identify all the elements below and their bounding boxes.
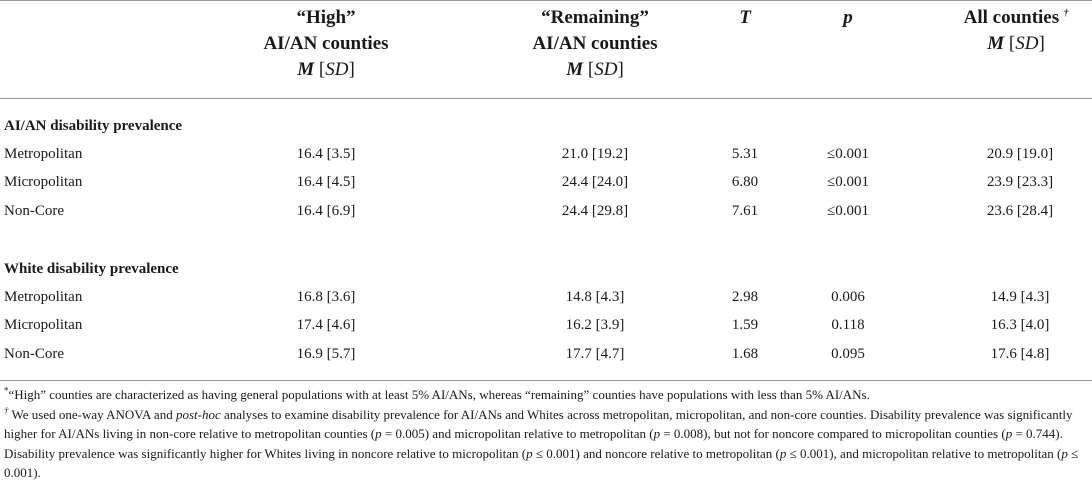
cell-p: 0.006 [831, 289, 865, 305]
cell-high: 16.4 [4.5] [296, 174, 356, 190]
header-all-msd: M [SD] [987, 33, 1045, 54]
footnote-high-definition: *“High” counties are characterized as having general populations with at least 5% AI/ANs, whereas “remaining” counties have populations with less than 5% AI/ANs. [4, 385, 870, 402]
header-rule [0, 98, 1092, 99]
table-row [0, 289, 1092, 311]
cell-high: 17.4 [4.6] [296, 317, 356, 333]
footnotes [4, 385, 1088, 483]
header-remaining-counties [495, 5, 695, 83]
cell-all: 14.9 [4.3] [990, 289, 1050, 305]
header-high-msd: M [SD] [297, 59, 355, 80]
cell-all: 20.9 [19.0] [986, 146, 1054, 162]
cell-high: 16.9 [5.7] [296, 346, 356, 362]
row-label: Non-Core [4, 346, 64, 362]
table-row [0, 174, 1092, 196]
cell-t: 2.98 [731, 289, 759, 305]
cell-all: 23.6 [28.4] [986, 203, 1054, 219]
cell-all: 16.3 [4.0] [990, 317, 1050, 333]
cell-high: 16.4 [6.9] [296, 203, 356, 219]
header-high-counties [226, 5, 426, 83]
cell-t: 5.31 [731, 146, 759, 162]
cell-remaining: 21.0 [19.2] [561, 146, 629, 162]
cell-high: 16.8 [3.6] [296, 289, 356, 305]
cell-remaining: 16.2 [3.9] [565, 317, 625, 333]
cell-remaining: 14.8 [4.3] [565, 289, 625, 305]
header-remaining-line1: “Remaining” [541, 7, 649, 28]
table-bottom-rule [0, 380, 1092, 381]
row-label: Non-Core [4, 203, 64, 219]
header-all-counties [940, 5, 1092, 57]
cell-high: 16.4 [3.5] [296, 146, 356, 162]
table-row [0, 317, 1092, 339]
table-row [0, 146, 1092, 168]
cell-remaining: 24.4 [24.0] [561, 174, 629, 190]
cell-remaining: 17.7 [4.7] [565, 346, 625, 362]
cell-t: 1.59 [731, 317, 759, 333]
cell-p: 0.095 [831, 346, 865, 362]
cell-p: ≤0.001 [827, 146, 869, 162]
header-all-line1: All counties † [963, 7, 1069, 28]
header-high-line2: AI/AN counties [263, 33, 389, 54]
row-label: Micropolitan [4, 174, 83, 190]
row-label: Micropolitan [4, 317, 83, 333]
cell-all: 23.9 [23.3] [986, 174, 1054, 190]
table-row [0, 203, 1092, 225]
cell-p: ≤0.001 [827, 174, 869, 190]
dagger-mark: † [1063, 7, 1069, 18]
cell-t: 1.68 [731, 346, 759, 362]
cell-t: 6.80 [731, 174, 759, 190]
row-label: Metropolitan [4, 289, 83, 305]
table-top-rule [0, 0, 1092, 1]
cell-remaining: 24.4 [29.8] [561, 203, 629, 219]
section-title-white: White disability prevalence [4, 261, 179, 277]
section-title-aian: AI/AN disability prevalence [4, 118, 183, 134]
header-p: p [843, 7, 853, 28]
header-t: T [739, 7, 751, 28]
cell-p: 0.118 [831, 317, 865, 333]
header-remaining-line2: AI/AN counties [532, 33, 658, 54]
footnote-anova: † We used one-way ANOVA and post-hoc analyses to examine disability prevalence for AI/ANs and Whites across metropolitan, micropolitan, and non-core counties. Disability prevalence was significantly higher for AI/ANs living in non-core relative to metropolitan counties (p = 0.005) and micropolitan relative to metropolitan (p = 0.008), but not for noncore compared to micropolitan counties (p = 0.744). Disability prevalence was significantly higher for Whites living in noncore relative to micropolitan (p ≤ 0.001) and noncore relative to metropolitan (p ≤ 0.001), and micropolitan relative to metropolitan (p ≤ 0.001). [4, 405, 1079, 480]
cell-all: 17.6 [4.8] [990, 346, 1050, 362]
header-remaining-msd: M [SD] [566, 59, 624, 80]
cell-p: ≤0.001 [827, 203, 869, 219]
cell-t: 7.61 [731, 203, 759, 219]
table-row [0, 346, 1092, 368]
header-high-line1: “High” [296, 7, 356, 28]
row-label: Metropolitan [4, 146, 83, 162]
